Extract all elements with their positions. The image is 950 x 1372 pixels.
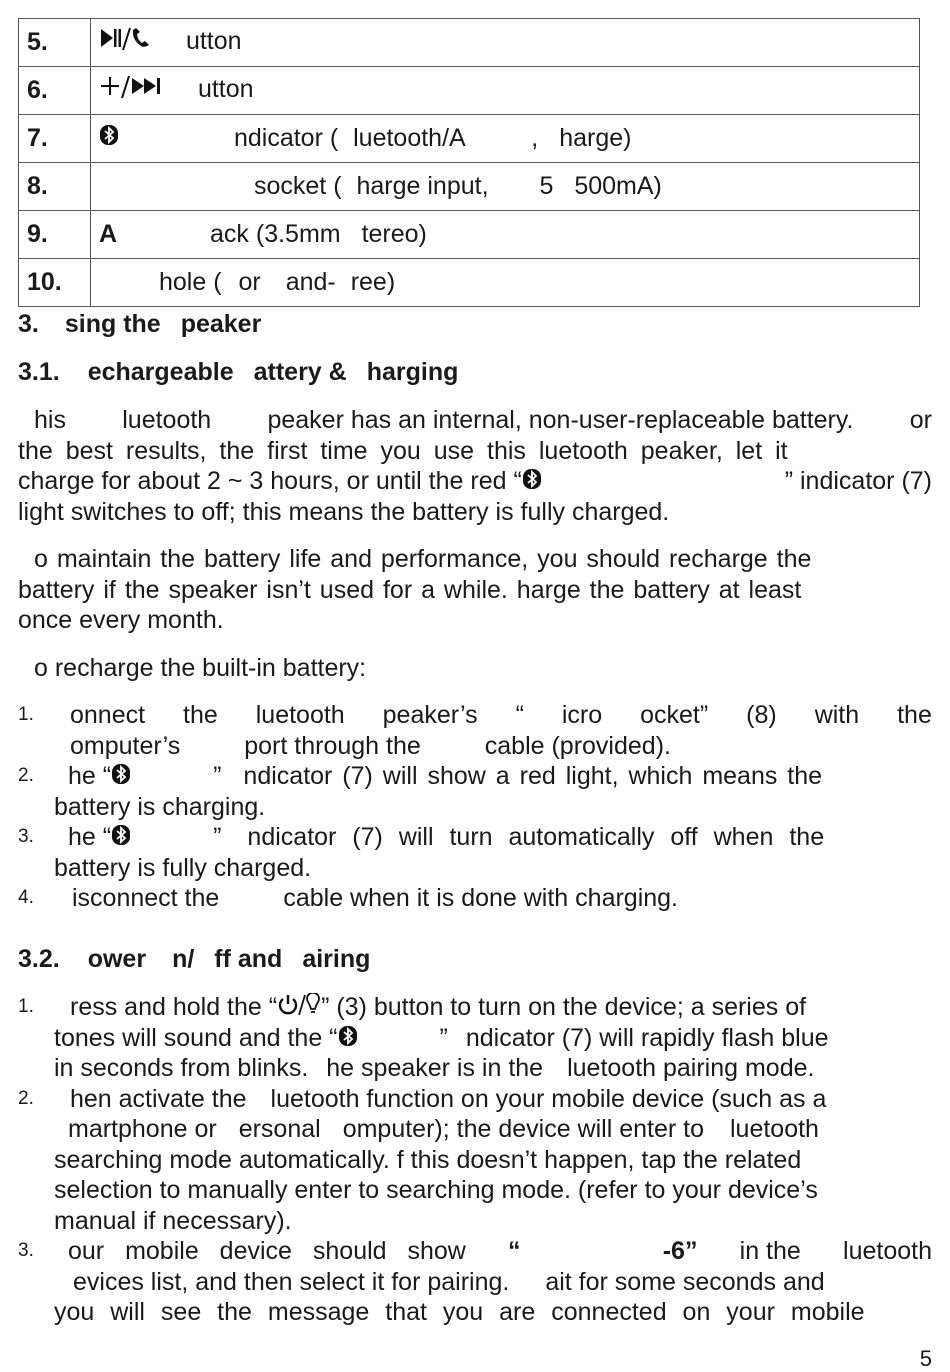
- table-row: 10. hole ( or and- ree): [19, 259, 920, 307]
- list-item: 3. our mobile device should show “ -6” in the luetooth evices list, and then select it for pairing. ait for some seconds and you will see the message that you are connected on your mobile: [18, 1237, 932, 1326]
- paragraph: o maintain the battery life and performance, you should recharge the battery if the speaker isn’t used for a while. harge the battery at least once every month.: [18, 545, 812, 634]
- paragraph: his luetooth peaker has an internal, non-user-replaceable battery. or the best results, the first time you use this luetooth peaker, let it charge for about 2 ~ 3 hours, or until the red “ ” indicator (7) light switches to off; this means the battery is fully charged.: [18, 406, 932, 526]
- list-item: 2. hen activate the luetooth function on your mobile device (such as a martphone or ersonal omputer); the device will enter to luetooth searching mode automatically. f this doesn’t happen, tap the related selection to manually enter to searching mode. (refer to your device’s manual if necessary).: [18, 1084, 827, 1235]
- row-number: 8.: [19, 163, 91, 211]
- table-row: 8. socket ( harge input, 5 500mA): [19, 163, 920, 211]
- list-item: 1. onnect the luetooth peaker’s “ icro ocket” (8) with the omputer’s port through the cable (provided).: [18, 701, 932, 760]
- bluetooth-icon: [99, 124, 119, 153]
- row-number: 10.: [19, 259, 91, 307]
- row-text: utton: [185, 27, 242, 56]
- row-number: 6.: [19, 67, 91, 115]
- row-number: 5.: [19, 19, 91, 67]
- power-lightbulb-icon: [277, 993, 321, 1025]
- power-pairing-steps-list: [18, 992, 932, 1328]
- table-row: [19, 67, 920, 115]
- page-number: 5: [919, 1346, 932, 1371]
- bluetooth-icon: [522, 467, 542, 498]
- list-item: 2. he “ ” ndicator (7) will show a red light, which means the battery is charging.: [18, 762, 823, 821]
- list-item: 4. isconnect the cable when it is done with charging.: [18, 884, 679, 912]
- row-number: 7.: [19, 115, 91, 163]
- bluetooth-icon: [338, 1024, 358, 1055]
- play-pause-phone-icon: [99, 26, 157, 59]
- table-row: 9. A ack (3.5mm tereo): [19, 211, 920, 259]
- list-item: 3. he “ ” ndicator (7) will turn automatically off when the battery is fully charged.: [18, 823, 825, 882]
- list-item: 1. ress and hold the “ ” (3) button to turn on the device; a series of tones will sound and the “ ” ndicator (7) will rapidly flash blue in seconds from blinks. he speaker is in the luetooth pairing mode.: [18, 993, 829, 1082]
- table-row: [19, 19, 920, 67]
- bluetooth-icon: [111, 823, 131, 854]
- section-heading: 3. sing the peaker: [18, 310, 262, 338]
- paragraph: o recharge the built-in battery:: [34, 654, 367, 682]
- table-row: 7. ndicator ( luetooth/A , harge): [19, 115, 920, 163]
- subsection-heading: 3.1. echargeable attery & harging: [18, 358, 459, 386]
- plus-next-icon: [99, 74, 177, 107]
- charging-steps-list: [18, 700, 932, 914]
- subsection-heading: 3.2. ower n/ ff and airing: [18, 945, 371, 973]
- parts-table: [18, 18, 920, 307]
- bluetooth-icon: [111, 762, 131, 793]
- row-text: utton: [197, 75, 254, 104]
- row-number: 9.: [19, 211, 91, 259]
